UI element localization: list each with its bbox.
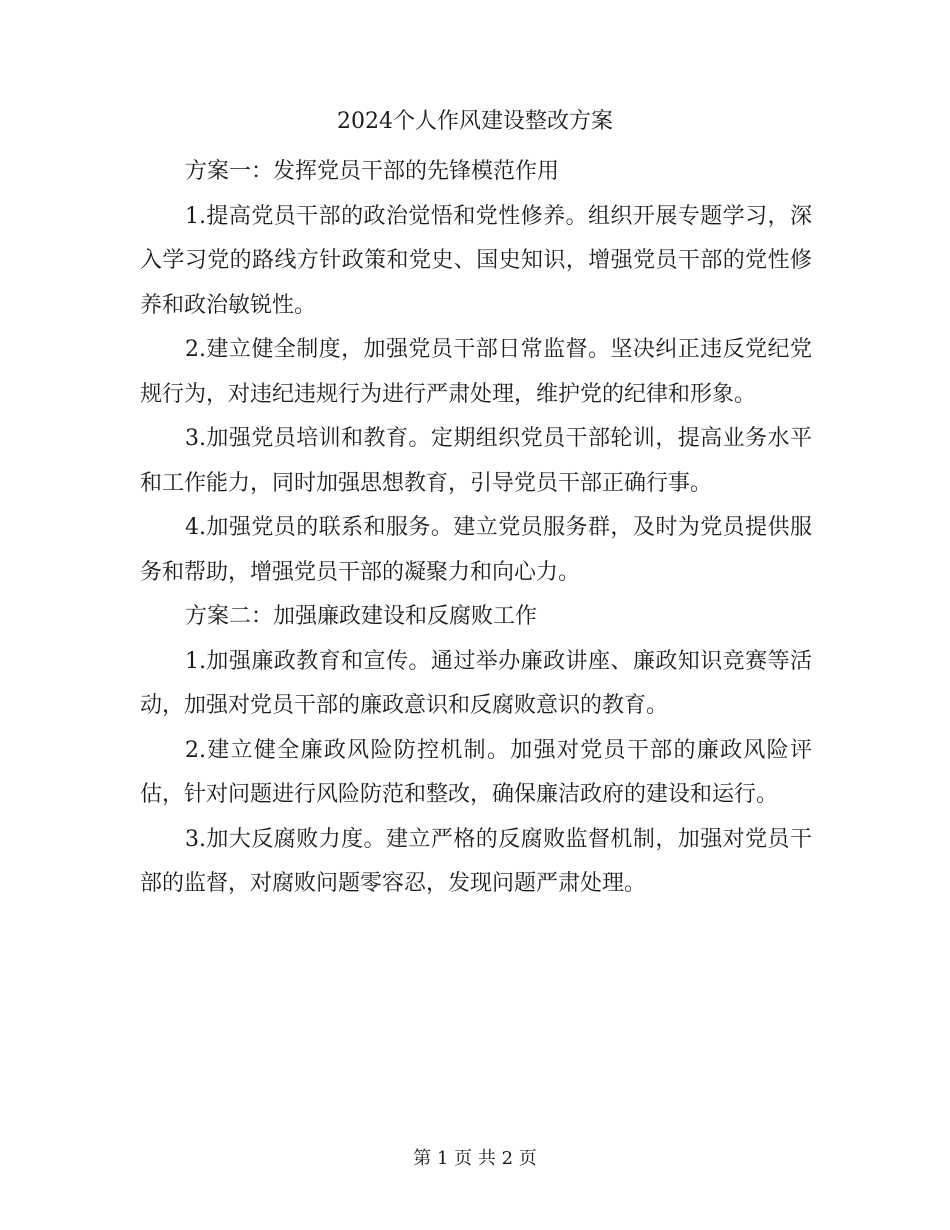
document-body xyxy=(140,150,812,907)
page-footer: 第 1 页 共 2 页 xyxy=(413,1148,537,1169)
document-title: 2024个人作风建设整改方案 xyxy=(337,109,613,134)
paragraph: 4.加强党员的联系和服务。建立党员服务群，及时为党员提供服务和帮助，增强党员干部的凝聚力和向心力。 xyxy=(140,515,812,585)
paragraph: 1.加强廉政教育和宣传。通过举办廉政讲座、廉政知识竞赛等活动，加强对党员干部的廉政意识和反腐败意识的教育。 xyxy=(140,648,812,718)
paragraph: 1.提高党员干部的政治觉悟和党性修养。组织开展专题学习，深入学习党的路线方针政策和党史、国史知识，增强党员干部的党性修养和政治敏锐性。 xyxy=(140,203,812,318)
paragraph: 3.加大反腐败力度。建立严格的反腐败监督机制，加强对党员干部的监督，对腐败问题零容忍，发现问题严肃处理。 xyxy=(140,826,812,896)
section-heading-2: 方案二：加强廉政建设和反腐败工作 xyxy=(185,604,538,629)
section-heading-1: 方案一：发挥党员干部的先锋模范作用 xyxy=(185,159,560,184)
paragraph: 2.建立健全制度，加强党员干部日常监督。坚决纠正违反党纪党规行为，对违纪违规行为进行严肃处理，维护党的纪律和形象。 xyxy=(140,337,812,407)
paragraph: 2.建立健全廉政风险防控机制。加强对党员干部的廉政风险评估，针对问题进行风险防范和整改，确保廉洁政府的建设和运行。 xyxy=(140,737,812,807)
paragraph: 3.加强党员培训和教育。定期组织党员干部轮训，提高业务水平和工作能力，同时加强思想教育，引导党员干部正确行事。 xyxy=(140,426,812,496)
